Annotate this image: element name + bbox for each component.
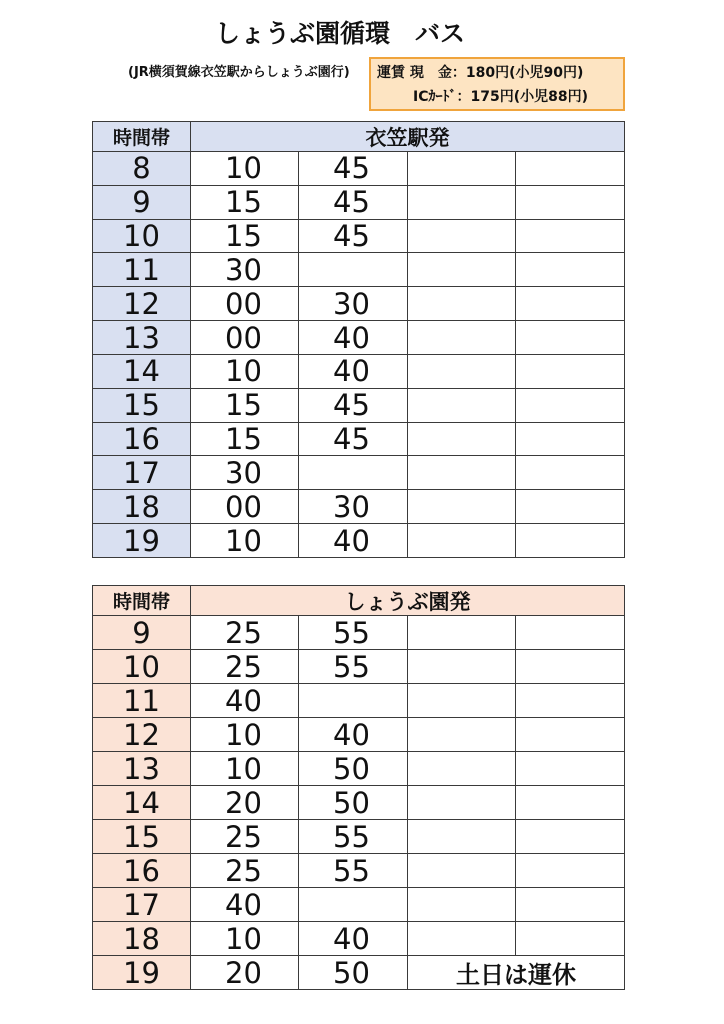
departure-minute: 45 — [299, 389, 408, 423]
departure-minute: 55 — [299, 650, 408, 684]
empty-cell — [408, 718, 516, 752]
empty-cell — [516, 752, 625, 786]
direction-header: しょうぶ園発 — [191, 586, 625, 616]
departure-minute: 30 — [191, 456, 299, 490]
empty-cell — [516, 718, 625, 752]
empty-cell — [516, 922, 625, 956]
hour-cell: 8 — [93, 152, 191, 186]
empty-cell — [408, 888, 516, 922]
hour-cell: 15 — [93, 389, 191, 423]
departure-minute: 20 — [191, 956, 299, 990]
empty-cell — [516, 524, 625, 558]
departure-minute: 45 — [299, 423, 408, 457]
empty-cell — [516, 820, 625, 854]
empty-cell — [516, 423, 625, 457]
departure-minute: 25 — [191, 854, 299, 888]
empty-cell — [408, 152, 516, 186]
departure-minute: 10 — [191, 524, 299, 558]
direction-header: 衣笠駅発 — [191, 122, 625, 152]
departure-minute: 45 — [299, 186, 408, 220]
weekend-suspension-note: 土日は運休 — [408, 956, 625, 990]
empty-cell — [408, 355, 516, 389]
empty-cell — [408, 423, 516, 457]
empty-cell — [516, 321, 625, 355]
hour-cell: 10 — [93, 650, 191, 684]
empty-cell — [408, 220, 516, 254]
empty-cell — [516, 287, 625, 321]
fare-box — [369, 57, 625, 111]
hour-cell: 11 — [93, 253, 191, 287]
departure-minute: 45 — [299, 152, 408, 186]
departure-minute: 45 — [299, 220, 408, 254]
departure-minute: 00 — [191, 321, 299, 355]
departure-minute: 25 — [191, 820, 299, 854]
departure-minute: 55 — [299, 820, 408, 854]
empty-cell — [516, 650, 625, 684]
departure-minute: 30 — [299, 490, 408, 524]
empty-cell — [408, 389, 516, 423]
page-title: しょうぶ園循環 バス — [215, 19, 466, 48]
hour-cell: 14 — [93, 355, 191, 389]
hour-cell: 19 — [93, 524, 191, 558]
hour-column-header: 時間帯 — [93, 122, 191, 152]
empty-cell — [516, 389, 625, 423]
departure-minute: 50 — [299, 956, 408, 990]
empty-cell — [408, 922, 516, 956]
empty-cell — [516, 186, 625, 220]
departure-minute: 40 — [191, 888, 299, 922]
empty-cell — [516, 786, 625, 820]
departure-minute: 00 — [191, 490, 299, 524]
empty-cell — [408, 456, 516, 490]
departure-minute: 40 — [299, 524, 408, 558]
empty-cell — [408, 684, 516, 718]
empty-cell — [408, 650, 516, 684]
hour-cell: 10 — [93, 220, 191, 254]
departure-minute: 50 — [299, 752, 408, 786]
hour-cell: 18 — [93, 490, 191, 524]
departure-minute: 25 — [191, 650, 299, 684]
empty-cell — [516, 854, 625, 888]
empty-cell — [408, 253, 516, 287]
empty-cell — [408, 786, 516, 820]
hour-cell: 19 — [93, 956, 191, 990]
empty-cell — [408, 616, 516, 650]
departure-minute: 40 — [299, 321, 408, 355]
hour-cell: 9 — [93, 616, 191, 650]
empty-cell — [299, 888, 408, 922]
departure-minute: 10 — [191, 718, 299, 752]
empty-cell — [516, 355, 625, 389]
hour-cell: 12 — [93, 287, 191, 321]
departure-minute: 00 — [191, 287, 299, 321]
departure-minute: 50 — [299, 786, 408, 820]
empty-cell — [408, 524, 516, 558]
departure-minute: 55 — [299, 854, 408, 888]
empty-cell — [408, 820, 516, 854]
departure-minute: 10 — [191, 355, 299, 389]
departure-minute: 40 — [299, 922, 408, 956]
empty-cell — [516, 888, 625, 922]
empty-cell — [516, 456, 625, 490]
empty-cell — [516, 152, 625, 186]
hour-cell: 18 — [93, 922, 191, 956]
route-subtitle: (JR横須賀線衣笠駅からしょうぶ園行) — [128, 65, 350, 80]
fare-ic-card-line: ICｶｰﾄﾞ：175円(小児88円) — [413, 89, 588, 105]
empty-cell — [408, 854, 516, 888]
hour-cell: 15 — [93, 820, 191, 854]
empty-cell — [516, 220, 625, 254]
departure-minute: 10 — [191, 752, 299, 786]
hour-cell: 11 — [93, 684, 191, 718]
empty-cell — [408, 490, 516, 524]
departure-minute: 15 — [191, 220, 299, 254]
empty-cell — [299, 684, 408, 718]
departure-minute: 15 — [191, 423, 299, 457]
departure-minute: 30 — [191, 253, 299, 287]
hour-cell: 16 — [93, 423, 191, 457]
hour-cell: 14 — [93, 786, 191, 820]
hour-cell: 17 — [93, 456, 191, 490]
departure-minute: 40 — [299, 718, 408, 752]
departure-minute: 15 — [191, 186, 299, 220]
empty-cell — [408, 287, 516, 321]
departure-minute: 10 — [191, 152, 299, 186]
hour-cell: 17 — [93, 888, 191, 922]
empty-cell — [408, 752, 516, 786]
departure-minute: 25 — [191, 616, 299, 650]
empty-cell — [408, 321, 516, 355]
timetable-shobuen-departures — [92, 585, 625, 990]
empty-cell — [516, 490, 625, 524]
fare-cash-line: 運賃 現 金：180円(小児90円) — [377, 65, 584, 81]
hour-column-header: 時間帯 — [93, 586, 191, 616]
empty-cell — [516, 253, 625, 287]
empty-cell — [408, 186, 516, 220]
empty-cell — [516, 616, 625, 650]
empty-cell — [299, 253, 408, 287]
hour-cell: 9 — [93, 186, 191, 220]
timetable-kinugasa-departures — [92, 121, 625, 558]
empty-cell — [516, 684, 625, 718]
departure-minute: 40 — [191, 684, 299, 718]
hour-cell: 13 — [93, 321, 191, 355]
departure-minute: 15 — [191, 389, 299, 423]
hour-cell: 16 — [93, 854, 191, 888]
departure-minute: 20 — [191, 786, 299, 820]
departure-minute: 40 — [299, 355, 408, 389]
departure-minute: 55 — [299, 616, 408, 650]
departure-minute: 10 — [191, 922, 299, 956]
hour-cell: 13 — [93, 752, 191, 786]
departure-minute: 30 — [299, 287, 408, 321]
empty-cell — [299, 456, 408, 490]
hour-cell: 12 — [93, 718, 191, 752]
